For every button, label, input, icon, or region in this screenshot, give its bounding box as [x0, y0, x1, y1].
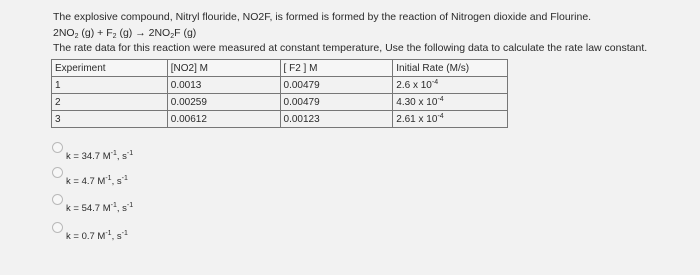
choice-label: k = 4.7 $M^{-1}$, $s^{-1}$	[66, 175, 128, 187]
table-row	[52, 94, 508, 111]
cell-experiment: 1	[52, 77, 168, 94]
header-no2: [NO2] M	[167, 60, 280, 77]
cell-f2: 0.00479	[280, 94, 393, 111]
header-experiment: Experiment	[52, 60, 168, 77]
rate-base: 4.30 x 10	[396, 97, 438, 108]
cell-no2: 0.0013	[167, 77, 280, 94]
eq-reactant1-sub: 2	[74, 33, 79, 40]
choice-label: k = 34.7 $M^{-1}$, $s^{-1}$	[66, 150, 134, 162]
choice-label: k = 54.7 $M^{-1}$, $s^{-1}$	[66, 202, 134, 214]
rate-base: 2.6 x 10	[396, 80, 432, 91]
cell-no2: 0.00259	[167, 94, 280, 111]
radio-button[interactable]	[52, 167, 63, 178]
eq-reactant1: 2NO	[53, 27, 75, 39]
reaction-arrow-icon: →	[135, 27, 146, 39]
eq-reactant2-state: (g)	[116, 27, 136, 39]
table-header-row	[52, 60, 508, 77]
cell-rate	[393, 111, 508, 128]
rate-exponent: -4	[437, 96, 444, 103]
cell-no2: 0.00612	[167, 111, 280, 128]
cell-rate	[393, 94, 508, 111]
eq-reactant2-sub: 2	[112, 33, 117, 40]
eq-product-sub: 2	[170, 33, 175, 40]
header-initial-rate: Initial Rate (M/s)	[393, 60, 508, 77]
rate-exponent: -4	[431, 79, 439, 86]
rate-exponent: -4	[437, 113, 444, 120]
question-text-line1: The explosive compound, Nitryl flouride, NO2F, is formed is formed by the reaction of Nitrogen dioxide and Flourine.	[53, 11, 592, 23]
radio-button[interactable]	[52, 142, 63, 153]
cell-rate	[393, 77, 508, 94]
eq-product-state: F (g)	[174, 27, 197, 39]
radio-button[interactable]	[52, 222, 63, 233]
question-text-line3: The rate data for this reaction were measured at constant temperature, Use the following data to calculate the rate law constant.	[53, 42, 648, 54]
eq-product: 2NO	[145, 27, 171, 39]
radio-button[interactable]	[52, 194, 63, 205]
choice-label: k = 0.7 $M^{-1}$, $s^{-1}$	[66, 230, 128, 242]
rate-data-table	[51, 59, 508, 128]
cell-experiment: 3	[52, 111, 168, 128]
cell-experiment: 2	[52, 94, 168, 111]
reaction-equation	[53, 27, 196, 40]
table-row	[52, 77, 508, 94]
cell-f2: 0.00479	[280, 77, 393, 94]
table-row	[52, 111, 508, 128]
rate-base: 2.61 x 10	[396, 114, 438, 125]
cell-f2: 0.00123	[280, 111, 393, 128]
header-f2: [ F2 ] M	[280, 60, 393, 77]
eq-reactant1-state: (g) + F	[78, 27, 113, 39]
